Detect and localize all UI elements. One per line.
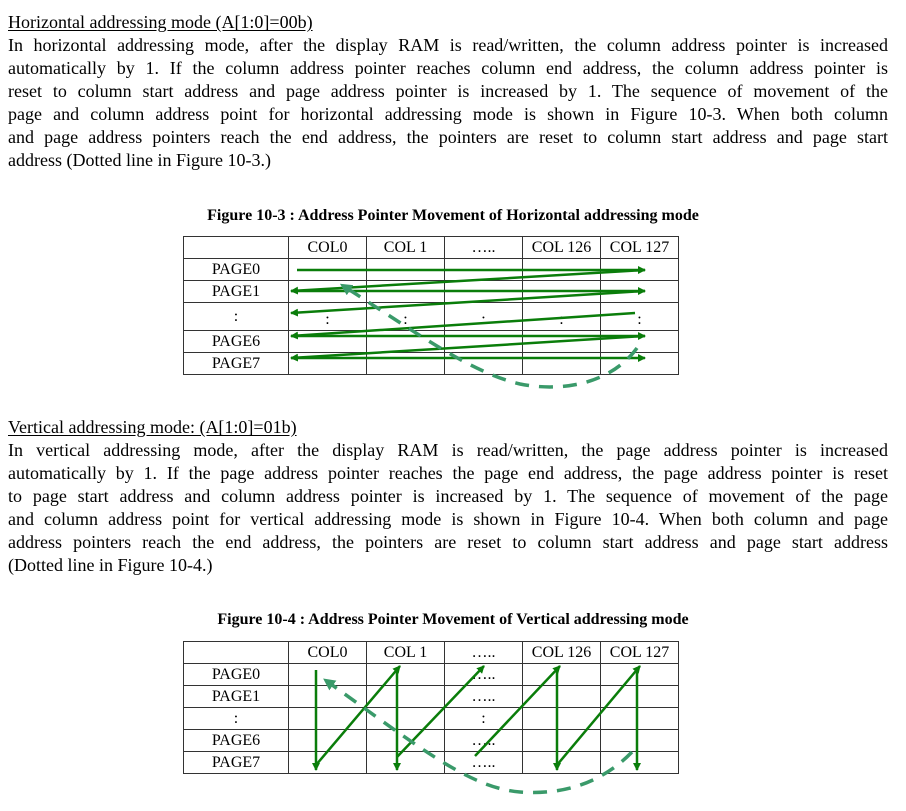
column-header: COL 126: [523, 237, 601, 259]
ellipsis-mark: :: [367, 303, 445, 331]
text-line: In horizontal addressing mode, after the display RAM is read/written, the column address pointer is increased: [8, 35, 888, 55]
column-header: COL 1: [367, 237, 445, 259]
text-line: and page address pointers reach the end address, the pointers are reset to column start address and page start: [8, 127, 888, 147]
column-header: COL0: [289, 237, 367, 259]
text-line: to page start address and column address pointer is increased by 1. The sequence of movement of the page: [8, 486, 888, 506]
row-label: :: [184, 708, 289, 730]
row-label: PAGE0: [184, 664, 289, 686]
column-header: …..: [445, 237, 523, 259]
row-label: PAGE6: [184, 730, 289, 752]
figure-10-4-caption: Figure 10-4 : Address Pointer Movement of Vertical addressing mode: [217, 611, 689, 628]
figure-10-3-table: [183, 236, 679, 375]
column-header: COL 126: [523, 642, 601, 664]
ellipsis-mark: :: [289, 303, 367, 331]
column-header: COL 127: [601, 642, 679, 664]
row-label: PAGE1: [184, 281, 289, 303]
ellipsis-mark: :: [445, 708, 523, 730]
ellipsis-mark: …..: [445, 686, 523, 708]
figure-10-4-table: [183, 641, 679, 774]
vertical-mode-heading: Vertical addressing mode: (A[1:0]=01b): [8, 417, 297, 437]
text-line: page and column address point for horizontal addressing mode is shown in Figure 10-3. When both column: [8, 104, 888, 124]
vertical-mode-paragraph: [8, 439, 888, 577]
column-header: COL 1: [367, 642, 445, 664]
text-line: In vertical addressing mode, after the display RAM is read/written, the page address pointer is increased: [8, 440, 888, 460]
text-line: and column address point for vertical addressing mode is shown in Figure 10-4. When both column and page: [8, 509, 888, 529]
ellipsis-mark: …..: [445, 730, 523, 752]
figure-10-3-caption: Figure 10-3 : Address Pointer Movement of Horizontal addressing mode: [207, 207, 699, 224]
text-line: reset to column start address and page address pointer is increased by 1. The sequence of movement of the: [8, 81, 888, 101]
ellipsis-mark: …..: [445, 664, 523, 686]
column-header: COL 127: [601, 237, 679, 259]
text-line: automatically by 1. If the column address pointer reaches column end address, the column address pointer is: [8, 58, 888, 78]
text-line: automatically by 1. If the page address pointer reaches the page end address, the page address pointer is reset: [8, 463, 888, 483]
row-label: PAGE6: [184, 331, 289, 353]
text-line: address (Dotted line in Figure 10-3.): [8, 150, 271, 170]
row-label: PAGE1: [184, 686, 289, 708]
horizontal-mode-paragraph: [8, 34, 888, 172]
column-header: …..: [445, 642, 523, 664]
row-label: PAGE0: [184, 259, 289, 281]
text-line: (Dotted line in Figure 10-4.): [8, 555, 213, 575]
ellipsis-mark: :: [445, 303, 523, 331]
row-label: PAGE7: [184, 353, 289, 375]
row-label: :: [184, 303, 289, 331]
column-header: COL0: [289, 642, 367, 664]
row-label: PAGE7: [184, 752, 289, 774]
horizontal-mode-heading: Horizontal addressing mode (A[1:0]=00b): [8, 12, 313, 32]
ellipsis-mark: :: [523, 303, 601, 331]
text-line: address pointers reach the end address, the pointers are reset to column start address and page start address: [8, 532, 888, 552]
ellipsis-mark: :: [601, 303, 679, 331]
ellipsis-mark: …..: [445, 752, 523, 774]
